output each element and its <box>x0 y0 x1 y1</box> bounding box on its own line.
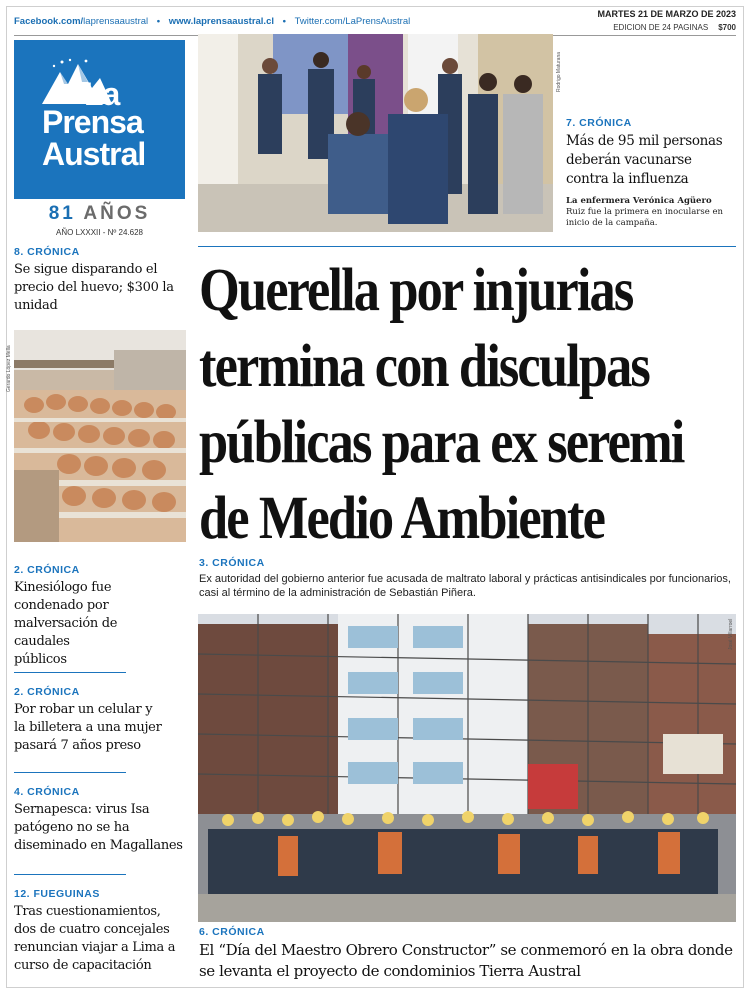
twitter-link[interactable]: Twitter.com/LaPrensAustral <box>294 16 411 27</box>
vaccination-photo[interactable] <box>198 34 553 232</box>
edition-info: EDICION DE 24 PAGINAS $700 <box>613 23 736 32</box>
photo-credit: Gerardo López Mella <box>6 345 12 392</box>
story-kicker: 8. CRÓNICA <box>14 246 80 258</box>
story-kicker: 2. CRÓNICA <box>14 686 80 698</box>
sidebar-story-kinesiologist[interactable] <box>14 564 186 669</box>
construction-photo-image <box>198 614 736 922</box>
issue-date: MARTES 21 DE MARZO DE 2023 <box>597 9 736 19</box>
headline-line: Querella por injurias <box>199 257 633 324</box>
section-divider <box>198 246 736 247</box>
bottom-story-headline[interactable]: El “Día del Maestro Obrero Constructor” se conmemoró en la obra donde se levanta el proyecto de condominios Tierra Austral <box>199 941 733 980</box>
separator-bullet: • <box>282 16 286 27</box>
masthead-logo[interactable] <box>14 40 185 199</box>
issue-number: AÑO LXXXII - Nº 24.628 <box>56 228 143 237</box>
headline-line: de Medio Ambiente <box>199 485 604 552</box>
story-divider <box>14 874 126 875</box>
vaccine-story-headline[interactable]: Más de 95 mil personas deberán vacunarse contra la influenza <box>566 133 723 187</box>
website-link[interactable]: www.laprensaaustral.cl <box>168 16 274 27</box>
logo-word-la: La <box>84 76 120 112</box>
story-headline: Kinesiólogo fue condenado por malversación de caudales públicos <box>14 580 118 667</box>
story-headline: Tras cuestionamientos, dos de cuatro concejales renuncian viajar a Lima a curso de capacitación <box>14 904 176 973</box>
story-kicker: 4. CRÓNICA <box>14 786 80 798</box>
photo-credit: Rodrigo Maturana <box>556 51 562 92</box>
facebook-link[interactable]: Facebook.com/laprensaaustral <box>14 16 149 27</box>
bottom-story-kicker: 6. CRÓNICA <box>199 926 265 938</box>
sidebar-story-sernapesca[interactable] <box>14 786 186 855</box>
vaccine-photo-caption: La enfermera Verónica Agüero Ruiz fue la primera en inocularse en inicio de la campaña. <box>566 196 723 228</box>
main-headline[interactable] <box>199 253 684 557</box>
social-links-bar <box>14 16 410 27</box>
logo-word-prensa: Prensa <box>42 104 143 140</box>
main-story-deck: Ex autoridad del gobierno anterior fue acusada de maltrato laboral y prácticas antisindicales por funcionarios, casi al término de la administración de Sebastián Piñera. <box>199 573 731 599</box>
story-kicker: 2. CRÓNICA <box>14 564 80 576</box>
logo-word-austral: Austral <box>42 136 146 172</box>
story-divider <box>14 672 126 673</box>
photo-credit: José Villarroel <box>728 618 734 650</box>
construction-workers-photo[interactable] <box>198 614 736 922</box>
eggs-photo-image <box>14 330 186 542</box>
story-headline: Se sigue disparando el precio del huevo; $300 la unidad <box>14 262 174 313</box>
sidebar-story-fueguinas[interactable] <box>14 888 186 975</box>
headline-line: públicas para ex seremi <box>199 409 684 476</box>
price: $700 <box>718 23 736 32</box>
anniversary-label: 81 AÑOS <box>48 203 151 224</box>
story-kicker: 12. FUEGUINAS <box>14 888 100 900</box>
vaccine-story-kicker: 7. CRÓNICA <box>566 117 632 129</box>
story-divider <box>14 772 126 773</box>
eggs-photo[interactable] <box>14 330 186 542</box>
separator-bullet: • <box>156 16 161 27</box>
story-headline: Sernapesca: virus Isa patógeno no se ha diseminado en Magallanes <box>14 802 183 853</box>
story-headline: Por robar un celular y la billetera a una mujer pasará 7 años preso <box>14 702 162 753</box>
headline-line: termina con disculpas <box>199 333 649 400</box>
main-story-kicker: 3. CRÓNICA <box>199 557 265 569</box>
sidebar-story-eggs[interactable] <box>14 246 186 315</box>
sidebar-story-robbery[interactable] <box>14 686 186 755</box>
vaccination-photo-image <box>198 34 553 232</box>
